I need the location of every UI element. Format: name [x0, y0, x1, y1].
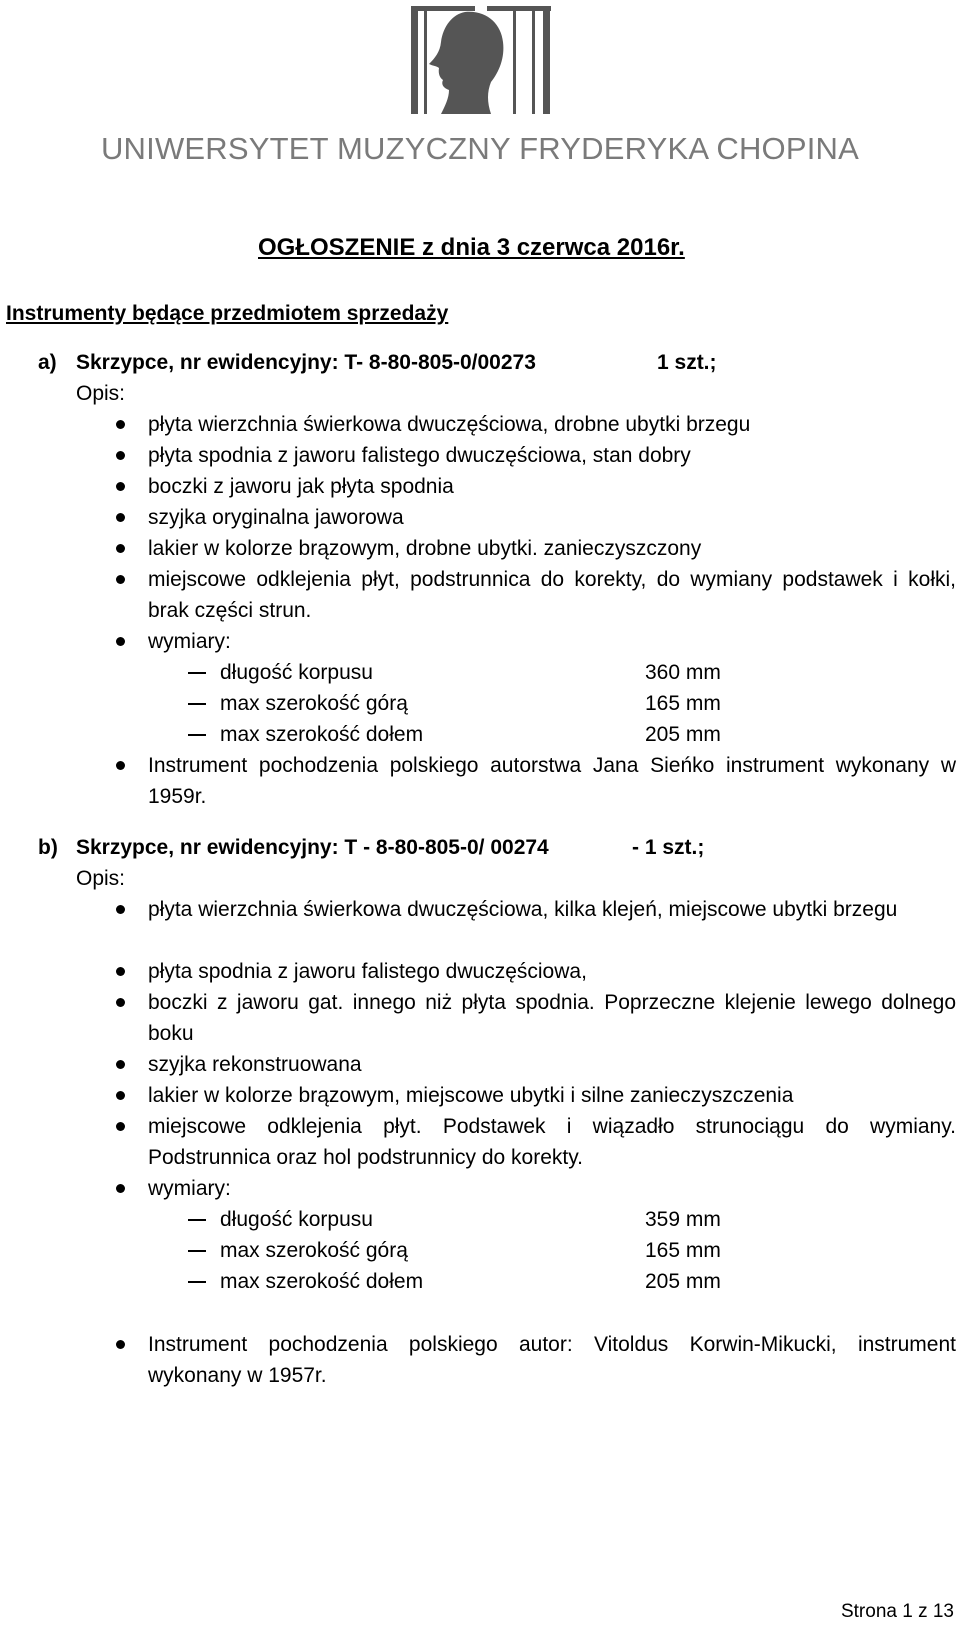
- item-a-title: Skrzypce, nr ewidencyjny: T- 8-80-805-0/00273: [76, 351, 536, 374]
- item-b-marker: b): [38, 836, 58, 859]
- item-b-opis-label: Opis:: [76, 867, 126, 890]
- item-b-dim-value-2: 165 mm: [645, 1239, 721, 1262]
- item-a-bullet-3: boczki z jaworu jak płyta spodnia: [148, 475, 454, 498]
- dash-icon: [188, 703, 206, 705]
- item-a-origin: Instrument pochodzenia polskiego autorstwa Jana Sieńko instrument wykonany w 1959r.: [148, 754, 956, 808]
- bullet-icon: [116, 1060, 125, 1069]
- item-b-bullet-1: płyta wierzchnia świerkowa dwuczęściowa, kilka klejeń, miejscowe ubytki brzegu: [148, 898, 898, 921]
- item-b-bullet-6: miejscowe odklejenia płyt. Podstawek i wiązadło strunociągu do wymiany. Podstrunnica oraz hol podstrunnicy do korekty.: [148, 1115, 956, 1169]
- item-b-dim-label-3: max szerokość dołem: [220, 1270, 424, 1293]
- dash-icon: [188, 672, 206, 674]
- university-logo: [405, 2, 555, 116]
- announcement-title: OGŁOSZENIE z dnia 3 czerwca 2016r.: [258, 234, 685, 261]
- dash-icon: [188, 1281, 206, 1283]
- dash-icon: [188, 734, 206, 736]
- item-a-bullet-6: miejscowe odklejenia płyt, podstrunnica do korekty, do wymiany podstawek i kołki, brak części strun.: [148, 568, 956, 622]
- section-title: Instrumenty będące przedmiotem sprzedaży: [6, 302, 449, 325]
- bullet-icon: [116, 761, 125, 770]
- item-b-bullet-7: wymiary:: [148, 1177, 231, 1200]
- bullet-icon: [116, 1340, 125, 1349]
- bullet-icon: [116, 482, 125, 491]
- dash-icon: [188, 1219, 206, 1221]
- item-b-dim-label-2: max szerokość górą: [220, 1239, 408, 1262]
- item-a-dim-label-3: max szerokość dołem: [220, 723, 424, 746]
- item-b-dim-value-1: 359 mm: [645, 1208, 721, 1231]
- item-a-bullet-7: wymiary:: [148, 630, 231, 653]
- bullet-icon: [116, 513, 125, 522]
- bullet-icon: [116, 637, 125, 646]
- item-a-bullet-1: płyta wierzchnia świerkowa dwuczęściowa, drobne ubytki brzegu: [148, 413, 751, 436]
- item-b-bullet-3: boczki z jaworu gat. innego niż płyta spodnia. Poprzeczne klejenie lewego dolnego boku: [148, 991, 956, 1045]
- item-a-marker: a): [38, 351, 57, 374]
- item-b-bullet-4: szyjka rekonstruowana: [148, 1053, 362, 1076]
- item-a-bullet-2: płyta spodnia z jaworu falistego dwuczęściowa, stan dobry: [148, 444, 691, 467]
- item-b-bullet-5: lakier w kolorze brązowym, miejscowe ubytki i silne zanieczyszczenia: [148, 1084, 794, 1107]
- item-b-origin: Instrument pochodzenia polskiego autor: Vitoldus Korwin-Mikucki, instrument wykonany w 1957r.: [148, 1333, 956, 1387]
- bullet-icon: [116, 575, 125, 584]
- bullet-icon: [116, 1091, 125, 1100]
- dash-icon: [188, 1250, 206, 1252]
- bullet-icon: [116, 1122, 125, 1131]
- item-a-bullet-5: lakier w kolorze brązowym, drobne ubytki. zanieczyszczony: [148, 537, 702, 560]
- item-a-dim-label-2: max szerokość górą: [220, 692, 408, 715]
- item-b-title: Skrzypce, nr ewidencyjny: T - 8-80-805-0/ 00274: [76, 836, 549, 859]
- bullet-icon: [116, 905, 125, 914]
- item-a-opis-label: Opis:: [76, 382, 126, 405]
- bullet-icon: [116, 544, 125, 553]
- item-b-bullet-2: płyta spodnia z jaworu falistego dwuczęściowa,: [148, 960, 587, 983]
- item-b-dim-label-1: długość korpusu: [220, 1208, 373, 1231]
- page-number: Strona 1 z 13: [840, 1601, 954, 1622]
- item-b-quantity: - 1 szt.;: [632, 836, 705, 859]
- bullet-icon: [116, 998, 125, 1007]
- item-a-dim-value-3: 205 mm: [645, 723, 721, 746]
- item-b-dim-value-3: 205 mm: [645, 1270, 721, 1293]
- item-a-quantity: 1 szt.;: [657, 351, 717, 374]
- item-a-dim-value-2: 165 mm: [645, 692, 721, 715]
- item-a-dim-label-1: długość korpusu: [220, 661, 373, 684]
- bullet-icon: [116, 451, 125, 460]
- bullet-icon: [116, 967, 125, 976]
- bullet-icon: [116, 1184, 125, 1193]
- item-a-bullet-4: szyjka oryginalna jaworowa: [148, 506, 404, 529]
- bullet-icon: [116, 420, 125, 429]
- item-a-dim-value-1: 360 mm: [645, 661, 721, 684]
- university-name: UNIWERSYTET MUZYCZNY FRYDERYKA CHOPINA: [100, 131, 860, 166]
